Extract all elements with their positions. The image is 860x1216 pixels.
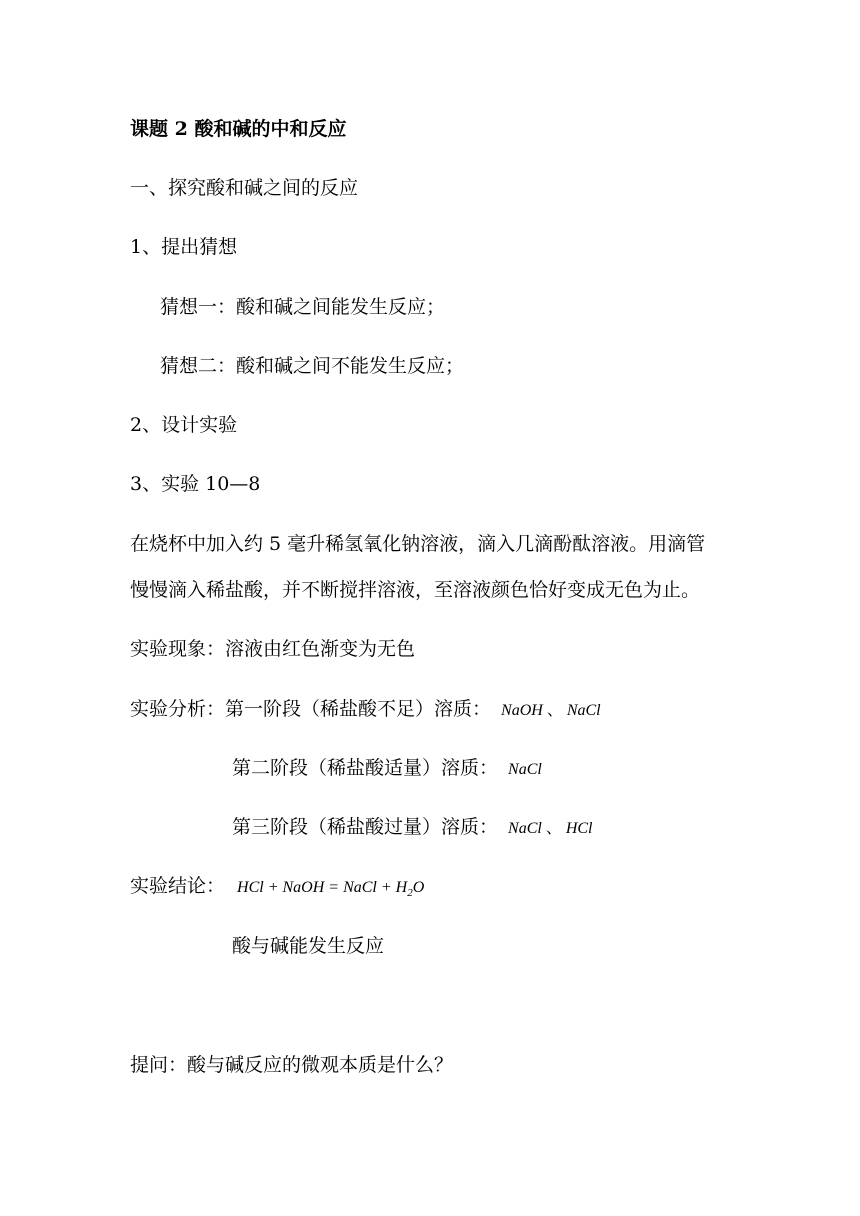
equation-subscript: 2 [407, 887, 413, 900]
stage-3-text: 第三阶段（稀盐酸过量）溶质： [232, 816, 499, 838]
analysis-stage-2 [232, 756, 542, 782]
equation-main: HCl + NaOH = NaCl + H [237, 879, 408, 896]
solute-naoh: NaOH [501, 702, 543, 719]
stage-2-text: 第二阶段（稀盐酸适量）溶质： [232, 757, 499, 779]
step-design-experiment: 2、设计实验 [130, 414, 238, 436]
solute-separator: 、 [545, 820, 562, 837]
experiment-conclusion [130, 874, 424, 905]
experiment-phenomenon: 实验现象：溶液由红色渐变为无色 [130, 638, 416, 660]
hypothesis-one: 猜想一：酸和碱之间能发生反应； [160, 296, 446, 318]
step-experiment-number: 3、实验 10—8 [130, 473, 261, 495]
solute-separator: 、 [546, 702, 563, 719]
conclusion-statement: 酸与碱能发生反应 [232, 935, 385, 957]
section-heading-explore: 一、探究酸和碱之间的反应 [130, 177, 359, 199]
solute-hcl: HCl [565, 820, 593, 837]
analysis-stage-1 [130, 697, 601, 723]
reaction-equation [237, 879, 425, 900]
analysis-label: 实验分析： [130, 698, 226, 720]
stage-1-solutes [501, 702, 601, 719]
solute-nacl: NaCl [566, 702, 601, 719]
procedure-line-2: 慢慢滴入稀盐酸，并不断搅拌溶液，至溶液颜色恰好变成无色为止。 [130, 579, 701, 601]
analysis-stage-3 [232, 815, 593, 841]
document-title: 课题 2 酸和碱的中和反应 [130, 118, 347, 140]
equation-end: O [412, 879, 425, 896]
stage-3-solutes [508, 820, 592, 837]
solute-nacl: NaCl [508, 820, 542, 837]
procedure-line-1: 在烧杯中加入约 5 毫升稀氢氧化钠溶液，滴入几滴酚酞溶液。用滴管 [130, 533, 706, 555]
stage-2-solute: NaCl [508, 761, 542, 778]
conclusion-label: 实验结论： [130, 875, 226, 897]
stage-1-text: 第一阶段（稀盐酸不足）溶质： [225, 698, 492, 720]
step-propose-hypothesis: 1、提出猜想 [130, 236, 238, 258]
question: 提问：酸与碱反应的微观本质是什么？ [130, 1054, 454, 1076]
hypothesis-two: 猜想二：酸和碱之间不能发生反应； [160, 355, 465, 377]
